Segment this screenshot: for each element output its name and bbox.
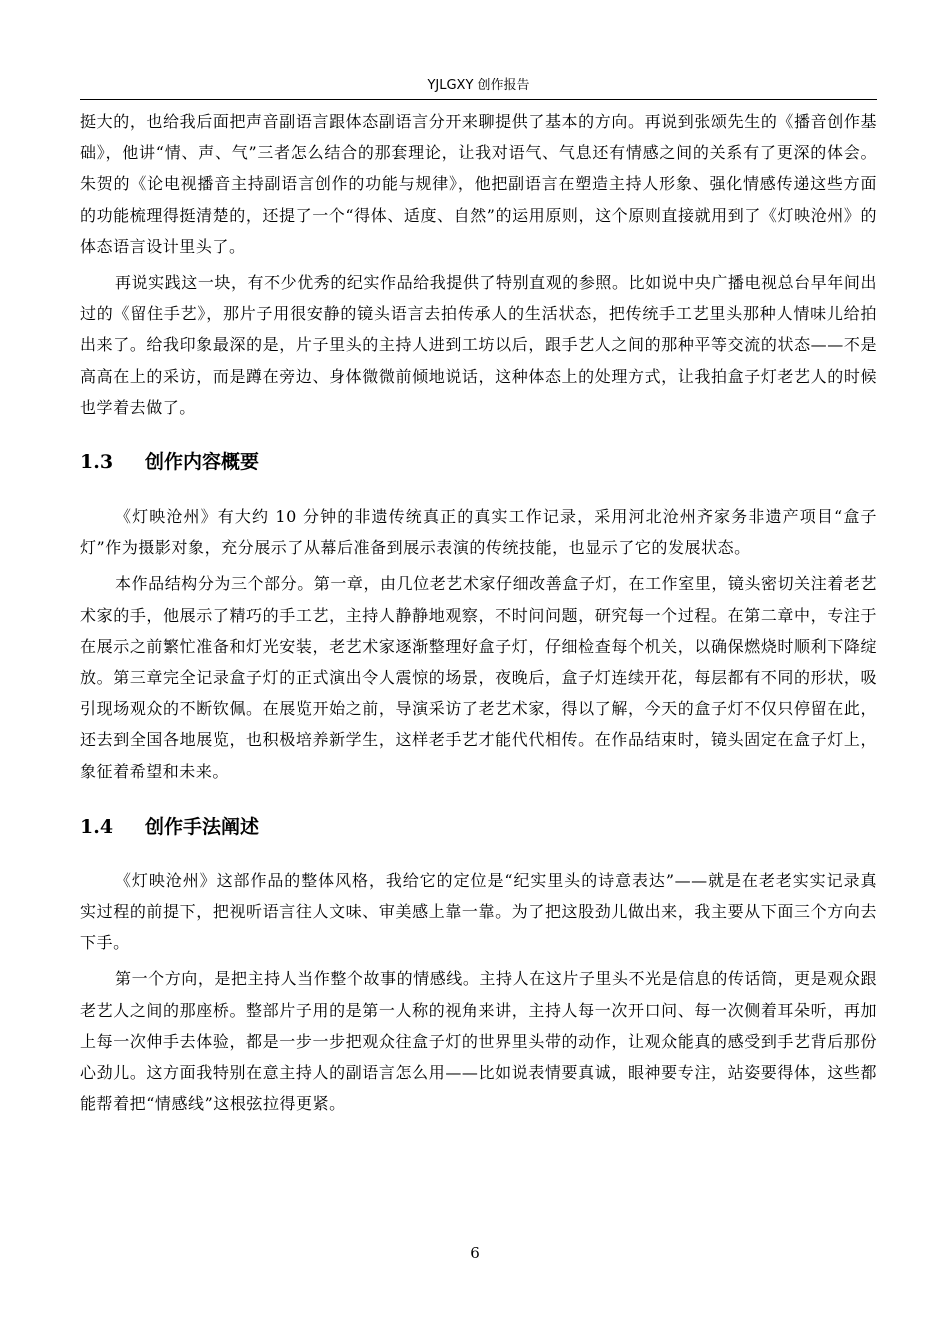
paragraph: 《灯映沧州》这部作品的整体风格，我给它的定位是“纪实里头的诗意表达”——就是在老老实实记录真实过程的前提下，把视听语言往人文味、审美感上靠一靠。为了把这股劲儿做出来，我主要从下面三个方向去下手。 (80, 870, 877, 953)
paragraph: 《灯映沧州》有大约 10 分钟的非遗传统真正的真实工作记录，采用河北沧州齐家务非遗产项目“盒子灯”作为摄影对象，充分展示了从幕后准备到展示表演的传统技能，也显示了它的发展状态。 (80, 507, 877, 558)
body-text (80, 106, 877, 1119)
paragraph: 第一个方向，是把主持人当作整个故事的情感线。主持人在这片子里头不光是信息的传话筒，更是观众跟老艺人之间的那座桥。整部片子用的是第一人称的视角来讲，主持人每一次开口问、每一次侧着耳朵听，再加上每一次伸手去体验，都是一步一步把观众往盒子灯的世界里头带的动作，让观众能真的感受到手艺背后那份心劲儿。这方面我特别在意主持人的副语言怎么用——比如说表情要真诚，眼神要专注，站姿要得体，这些都能帮着把“情感线”这根弦拉得更紧。 (80, 969, 877, 1114)
paragraph: 再说实践这一块，有不少优秀的纪实作品给我提供了特别直观的参照。比如说中央广播电视总台早年间出过的《留住手艺》，那片子用很安静的镜头语言去拍传承人的生活状态，把传统手工艺里头那种人情味儿给拍出来了。给我印象最深的是，片子里头的主持人进到工坊以后，跟手艺人之间的那种平等交流的状态——不是高高在上的采访，而是蹲在旁边、身体微微前倾地说话，这种体态上的处理方式，让我拍盒子灯老艺人的时候也学着去做了。 (80, 273, 877, 417)
section-heading-1-4 (80, 815, 877, 839)
section-number: 1.3 (80, 451, 114, 474)
paragraph: 本作品结构分为三个部分。第一章，由几位老艺术家仔细改善盒子灯，在工作室里，镜头密切关注着老艺术家的手，他展示了精巧的手工艺，主持人静静地观察，不时问问题，研究每一个过程。在第二章中，专注于在展示之前繁忙准备和灯光安装，老艺术家逐渐整理好盒子灯，仔细检查每个机关，以确保燃烧时顺利下降绽放。第三章完全记录盒子灯的正式演出令人震惊的场景，夜晚后，盒子灯连续开花，每层都有不同的形状，吸引现场观众的不断钦佩。在展览开始之前，导演采访了老艺术家，得以了解，今天的盒子灯不仅只停留在此，还去到全国各地展览，也积极培养新学生，这样老手艺才能代代相传。在作品结束时，镜头固定在盒子灯上，象征着希望和未来。 (80, 574, 877, 781)
section-heading-1-3 (80, 450, 877, 474)
page-number: 6 (470, 1244, 480, 1262)
section-title: 创作手法阐述 (145, 815, 260, 838)
section-title: 创作内容概要 (145, 451, 260, 474)
header-rule (80, 99, 877, 100)
running-header: YJLGXY 创作报告 (427, 78, 530, 93)
section-number: 1.4 (80, 815, 114, 838)
paragraph-continued: 挺大的，也给我后面把声音副语言跟体态副语言分开来聊提供了基本的方向。再说到张颂先生的《播音创作基础》，他讲“情、声、气”三者怎么结合的那套理论，让我对语气、气息还有情感之间的关系有了更深的体会。朱贺的《论电视播音主持副语言创作的功能与规律》，他把副语言在塑造主持人形象、强化情感传递这些方面的功能梳理得挺清楚的，还提了一个“得体、适度、自然”的运用原则，这个原则直接就用到了《灯映沧州》的体态语言设计里头了。 (80, 112, 877, 256)
